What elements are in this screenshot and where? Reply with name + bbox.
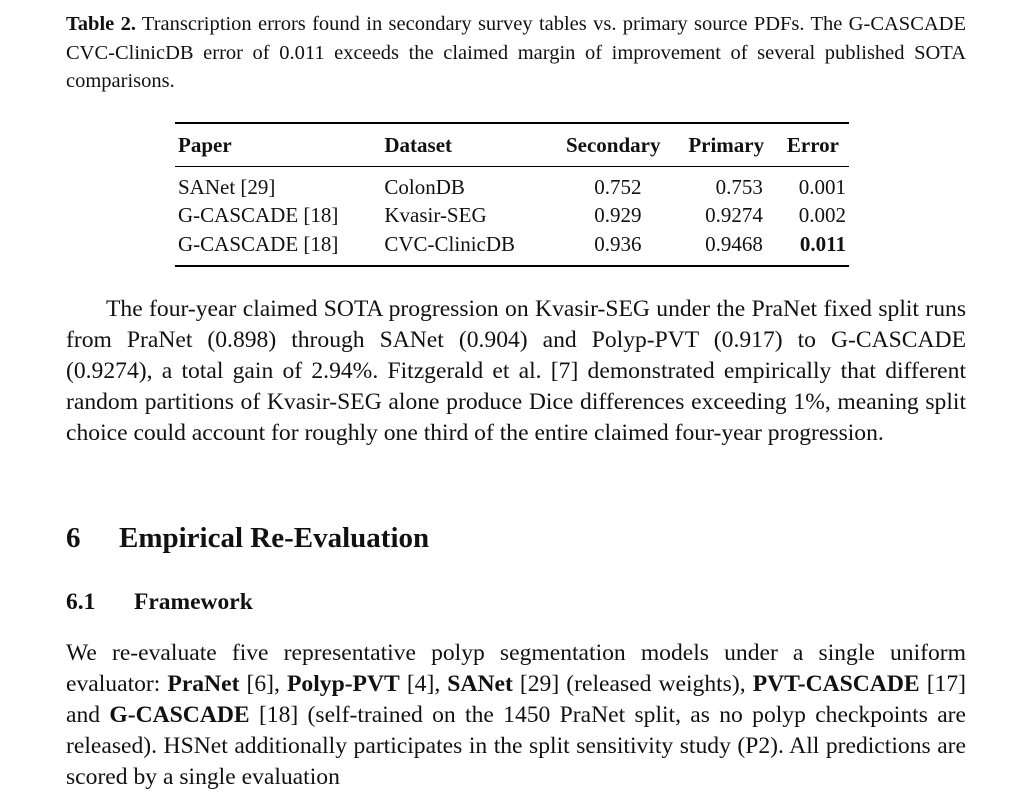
section-heading [66,522,429,555]
text-span: [17] and [66,671,966,728]
cell-error: 0.001 [798,174,846,199]
cell-error: 0.011 [799,231,846,256]
cell-paper: SANet [29] [178,174,276,199]
subsection-title: Framework [134,589,253,615]
subsection-number: 6.1 [66,589,96,615]
header-dataset: Dataset [381,123,551,167]
section-title: Empirical Re-Evaluation [119,522,430,554]
text-span: [6], [239,671,288,697]
cell-secondary: 0.936 [594,231,642,256]
cell-dataset: CVC-ClinicDB [384,231,516,256]
table-row [175,167,849,202]
model-name: G-CASCADE [109,702,250,728]
header-secondary: Secondary [551,123,676,167]
model-name: SANet [447,671,513,697]
text-span: [4], [399,671,448,697]
header-error: Error [777,123,849,167]
model-name: PraNet [167,671,240,697]
model-name: PVT-CASCADE [752,671,920,697]
header-paper: Paper [175,123,381,167]
body-paragraph: The four-year claimed SOTA progression on Kvasir-SEG under the PraNet fixed split runs from PraNet (0.898) through SANet (0.904) and Polyp-PVT (0.917) to G-CASCADE (0.9274), a total gain of 2.94%. Fitzgerald et al. [7] demonstrated empirically that different random partitions of Kvasir-SEG alone produce Dice differences exceeding 1%, meaning split choice could account for roughly one third of the entire claimed four-year progression. [66,296,966,446]
table-caption [66,10,966,96]
cell-dataset: Kvasir-SEG [384,203,487,228]
cell-secondary: 0.752 [594,174,642,199]
subsection-heading [66,589,253,616]
cell-dataset: ColonDB [384,174,465,199]
cell-error: 0.002 [798,203,846,228]
section-number: 6 [66,522,81,554]
table-row [175,230,849,266]
header-primary: Primary [676,123,777,167]
caption-text: Transcription errors found in secondary survey tables vs. primary source PDFs. The G-CASCADE CVC-ClinicDB error of 0.011 exceeds the claimed margin of improvement of several published SOTA comparisons. [66,13,966,92]
model-name: Polyp-PVT [287,671,400,697]
cell-primary: 0.9274 [705,203,763,228]
cell-primary: 0.9468 [705,231,763,256]
caption-label: Table 2. [66,13,136,35]
text-span: [29] (released weights), [512,671,753,697]
cell-primary: 0.753 [715,174,763,199]
body-paragraph-framework [66,638,966,793]
cell-secondary: 0.929 [594,203,642,228]
cell-paper: G-CASCADE [18] [178,203,339,228]
cell-paper: G-CASCADE [18] [178,231,339,256]
table-row [175,202,849,231]
transcription-errors-table [175,122,849,267]
table-header-row [175,123,849,167]
text-span: We re-evaluate five representative polyp segmentation models under a single uniform evaluator: [66,640,966,697]
text-span: [18] (self-trained on the 1450 PraNet split, as no polyp checkpoints are released). HSNet additionally participates in the split sensitivity study (P2). All predictions are scored by a single evaluation [66,702,966,790]
